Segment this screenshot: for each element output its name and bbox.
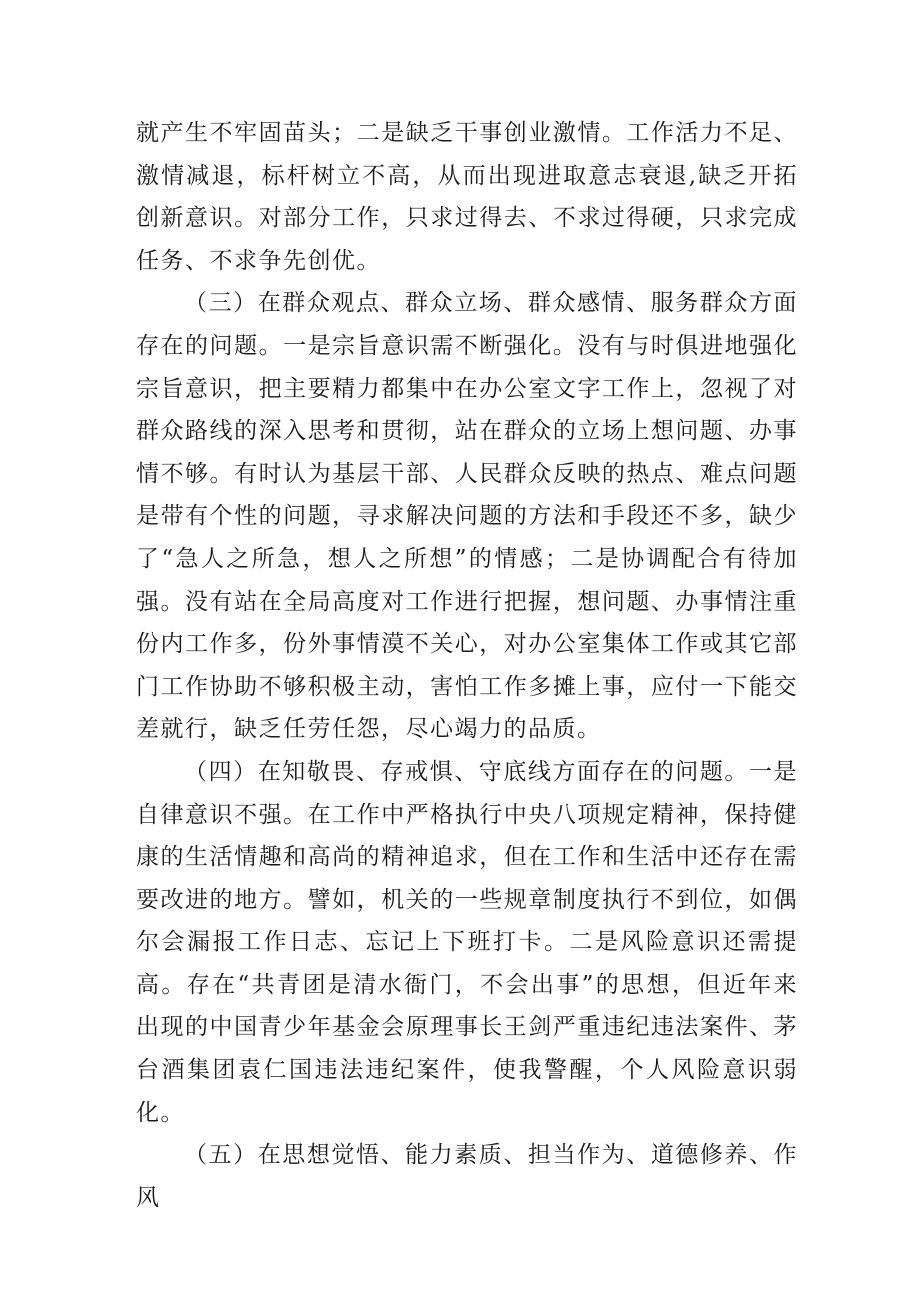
paragraph-continuation: 就产生不牢固苗头；二是缺乏干事创业激情。工作活力不足、激情减退，标杆树立不高，从而出现进取意志衰退,缺乏开拓创新意识。对部分工作，只求过得去、不求过得硬，只求完成任务、不求争先创优。 <box>136 120 798 274</box>
paragraph-section-four: （四）在知敬畏、存戒惧、守底线方面存在的问题。一是自律意识不强。在工作中严格执行中央八项规定精神，保持健康的生活情趣和高尚的精神追求，但在工作和生活中还存在需要改进的地方。譬如，机关的一些规章制度执行不到位，如偶尔会漏报工作日志、忘记上下班打卡。二是风险意识还需提高。存在“共青团是清水衙门，不会出事”的思想，但近年来出现的中国青少年基金会原理事长王剑严重违纪违法案件、茅台酒集团袁仁国违法违纪案件，使我警醒，个人风险意识弱化。 <box>136 758 798 1126</box>
document-page <box>136 112 798 1219</box>
paragraph-section-three: （三）在群众观点、群众立场、群众感情、服务群众方面存在的问题。一是宗旨意识需不断强化。没有与时俱进地强化宗旨意识，把主要精力都集中在办公室文字工作上，忽视了对群众路线的深入思考和贯彻，站在群众的立场上想问题、办事情不够。有时认为基层干部、人民群众反映的热点、难点问题是带有个性的问题，寻求解决问题的方法和手段还不多，缺少了“急人之所急，想人之所想”的情感；二是协调配合有待加强。没有站在全局高度对工作进行把握，想问题、办事情注重份内工作多，份外事情漠不关心，对办公室集体工作或其它部门工作协助不够积极主动，害怕工作多摊上事，应付一下能交差就行，缺乏任劳任怨，尽心竭力的品质。 <box>136 290 798 743</box>
paragraph-section-five: （五）在思想觉悟、能力素质、担当作为、道德修养、作风 <box>136 1142 798 1211</box>
